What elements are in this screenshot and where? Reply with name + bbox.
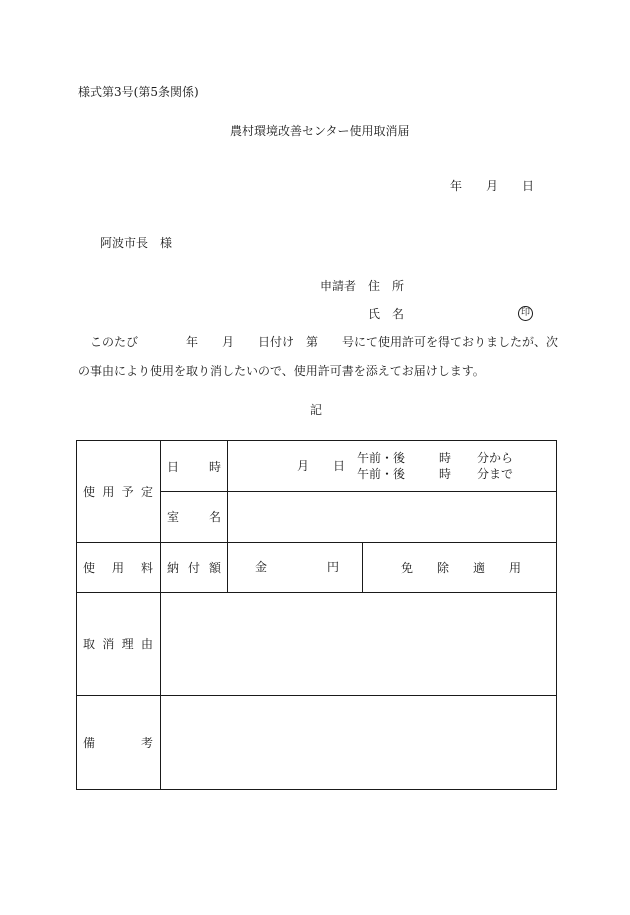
form-table (76, 440, 557, 790)
date-month: 月 (486, 179, 499, 193)
document-title: 農村環境改善センター使用取消届 (230, 124, 410, 138)
minute-from: 分から (477, 451, 514, 465)
am-pm-1: 午前・後 (357, 451, 406, 465)
addressee: 阿波市長 様 (100, 236, 173, 250)
date-day: 日 (522, 179, 535, 193)
cancel-reason-value[interactable] (161, 592, 556, 695)
body-text-line1: このたび 年 月 日付け 第 号にて使用許可を得ておりましたが、次 (90, 335, 559, 349)
room-label: 室 名 (167, 510, 221, 524)
seal-mark: 印 (518, 306, 533, 321)
room-name-value[interactable] (228, 491, 556, 542)
fee-label: 使 用 料 (83, 560, 153, 575)
minute-to: 分まで (477, 467, 514, 481)
body-text-line2: の事由により使用を取り消したいので、使用許可書を添えてお届けします。 (78, 364, 485, 378)
am-pm-2: 午前・後 (357, 467, 406, 481)
remarks-label: 備 考 (83, 735, 153, 750)
hour-1: 時 (439, 451, 452, 465)
applicant-name-label: 氏 名 (368, 307, 405, 321)
yen-label: 円 (327, 560, 340, 574)
schedule-label: 使 用 予 定 (83, 485, 153, 499)
money-label: 金 (255, 560, 268, 574)
datetime-label: 日 時 (167, 459, 221, 474)
paid-amount-label: 納 付 額 (167, 560, 221, 575)
ki-heading: 記 (310, 403, 323, 417)
applicant-role: 申請者 (320, 279, 357, 293)
cancel-reason-label: 取 消 理 由 (83, 637, 153, 651)
date-year: 年 (450, 179, 463, 193)
exemption-label: 免 除 適 用 (401, 560, 521, 575)
applicant-address-label: 住 所 (368, 279, 405, 293)
month-day: 月 日 (297, 459, 346, 473)
form-number: 様式第3号(第5条関係) (78, 85, 199, 99)
remarks-value[interactable] (161, 695, 556, 789)
hour-2: 時 (439, 467, 452, 481)
